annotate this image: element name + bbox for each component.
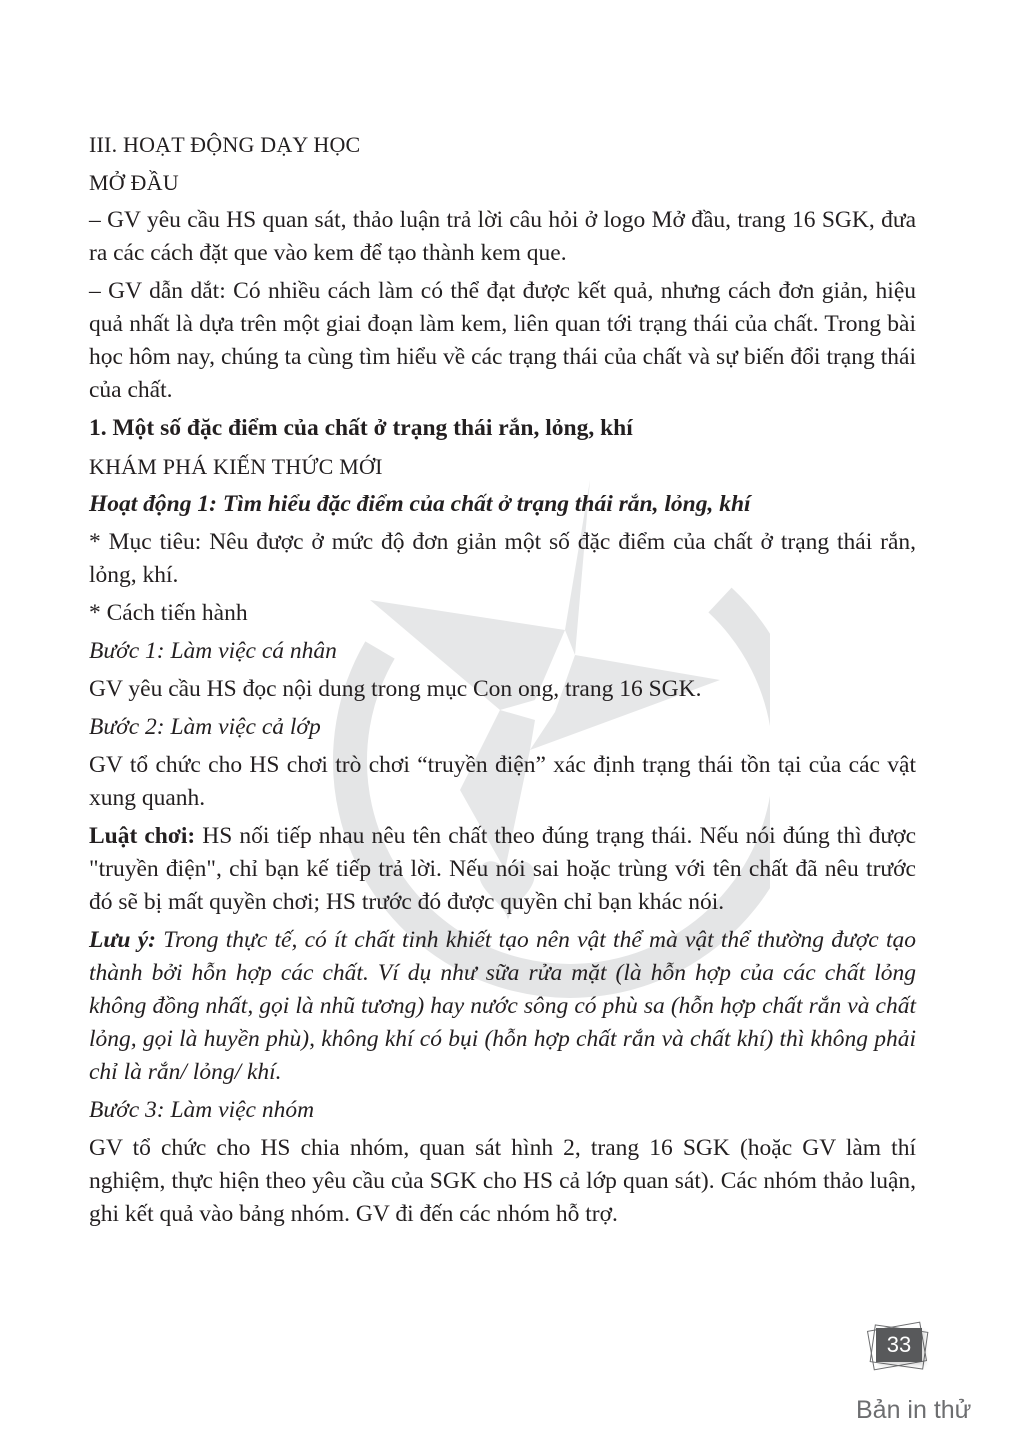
opening-paragraph-1: – GV yêu cầu HS quan sát, thảo luận trả lời câu hỏi ở logo Mở đầu, trang 16 SGK, đưa ra các cách đặt que vào kem để tạo thành kem que. xyxy=(89,207,916,266)
part1-subheading: KHÁM PHÁ KIẾN THỨC MỚI xyxy=(89,454,383,479)
section-title: III. HOẠT ĐỘNG DẠY HỌC xyxy=(89,132,361,157)
step3-title: Bước 3: Làm việc nhóm xyxy=(89,1097,315,1123)
part1-heading: 1. Một số đặc điểm của chất ở trạng thái rắn, lỏng, khí xyxy=(89,415,633,441)
page-number-badge xyxy=(876,1328,922,1364)
step3-text: GV tổ chức cho HS chia nhóm, quan sát hình 2, trang 16 SGK (hoặc GV làm thí nghiệm, thực hiện theo yêu cầu của SGK cho HS cả lớp quan sát). Các nhóm thảo luận, ghi kết quả vào bảng nhóm. GV đi đến các nhóm hỗ trợ. xyxy=(89,1135,916,1227)
page-footer xyxy=(856,1318,1006,1438)
step2-title: Bước 2: Làm việc cả lớp xyxy=(89,714,321,740)
objective-text: * Mục tiêu: Nêu được ở mức độ đơn giản một số đặc điểm của chất ở trạng thái rắn, lỏng, khí. xyxy=(89,529,916,588)
page-number: 33 xyxy=(876,1328,922,1362)
rules-paragraph xyxy=(89,820,916,919)
rules-label: Luật chơi: xyxy=(89,823,196,849)
activity-title: Hoạt động 1: Tìm hiểu đặc điểm của chất ở trạng thái rắn, lỏng, khí xyxy=(89,491,751,517)
note-paragraph xyxy=(89,924,916,1089)
rules-text: HS nối tiếp nhau nêu tên chất theo đúng trạng thái. Nếu nói đúng thì được "truyền điện", chỉ bạn kế tiếp trả lời. Nếu nói sai hoặc trùng với tên chất đã nêu trước đó sẽ bị mất quyền chơi; HS trước đó được quyền chỉ bạn khác nói. xyxy=(89,823,917,915)
step1-text: GV yêu cầu HS đọc nội dung trong mục Con ong, trang 16 SGK. xyxy=(89,676,702,702)
procedure-label: * Cách tiến hành xyxy=(89,600,248,626)
draft-label: Bản in thử xyxy=(856,1396,972,1424)
step1-title: Bước 1: Làm việc cá nhân xyxy=(89,638,337,664)
note-label: Lưu ý: xyxy=(89,927,156,953)
document-body xyxy=(89,128,916,1236)
step2-text: GV tổ chức cho HS chơi trò chơi “truyền điện” xác định trạng thái tồn tại của các vật xung quanh. xyxy=(89,752,916,811)
opening-paragraph-2: – GV dẫn dắt: Có nhiều cách làm có thể đạt được kết quả, nhưng cách đơn giản, hiệu quả nhất là dựa trên một giai đoạn làm kem, liên quan tới trạng thái của chất. Trong bài học hôm nay, chúng ta cùng tìm hiểu về các trạng thái của chất và sự biến đổi trạng thái của chất. xyxy=(89,278,916,403)
opening-title: MỞ ĐẦU xyxy=(89,170,179,195)
note-text: Trong thực tế, có ít chất tinh khiết tạo nên vật thể mà vật thể thường được tạo thành bởi hỗn hợp các chất. Ví dụ như sữa rửa mặt (là hỗn hợp của các chất lỏng không đồng nhất, gọi là nhũ tương) hay nước sông có phù sa (hỗn hợp chất rắn và chất lỏng, gọi là huyền phù), không khí có bụi (hỗn hợp chất rắn và chất khí) thì không phải chỉ là rắn/ lỏng/ khí. xyxy=(89,927,916,1085)
